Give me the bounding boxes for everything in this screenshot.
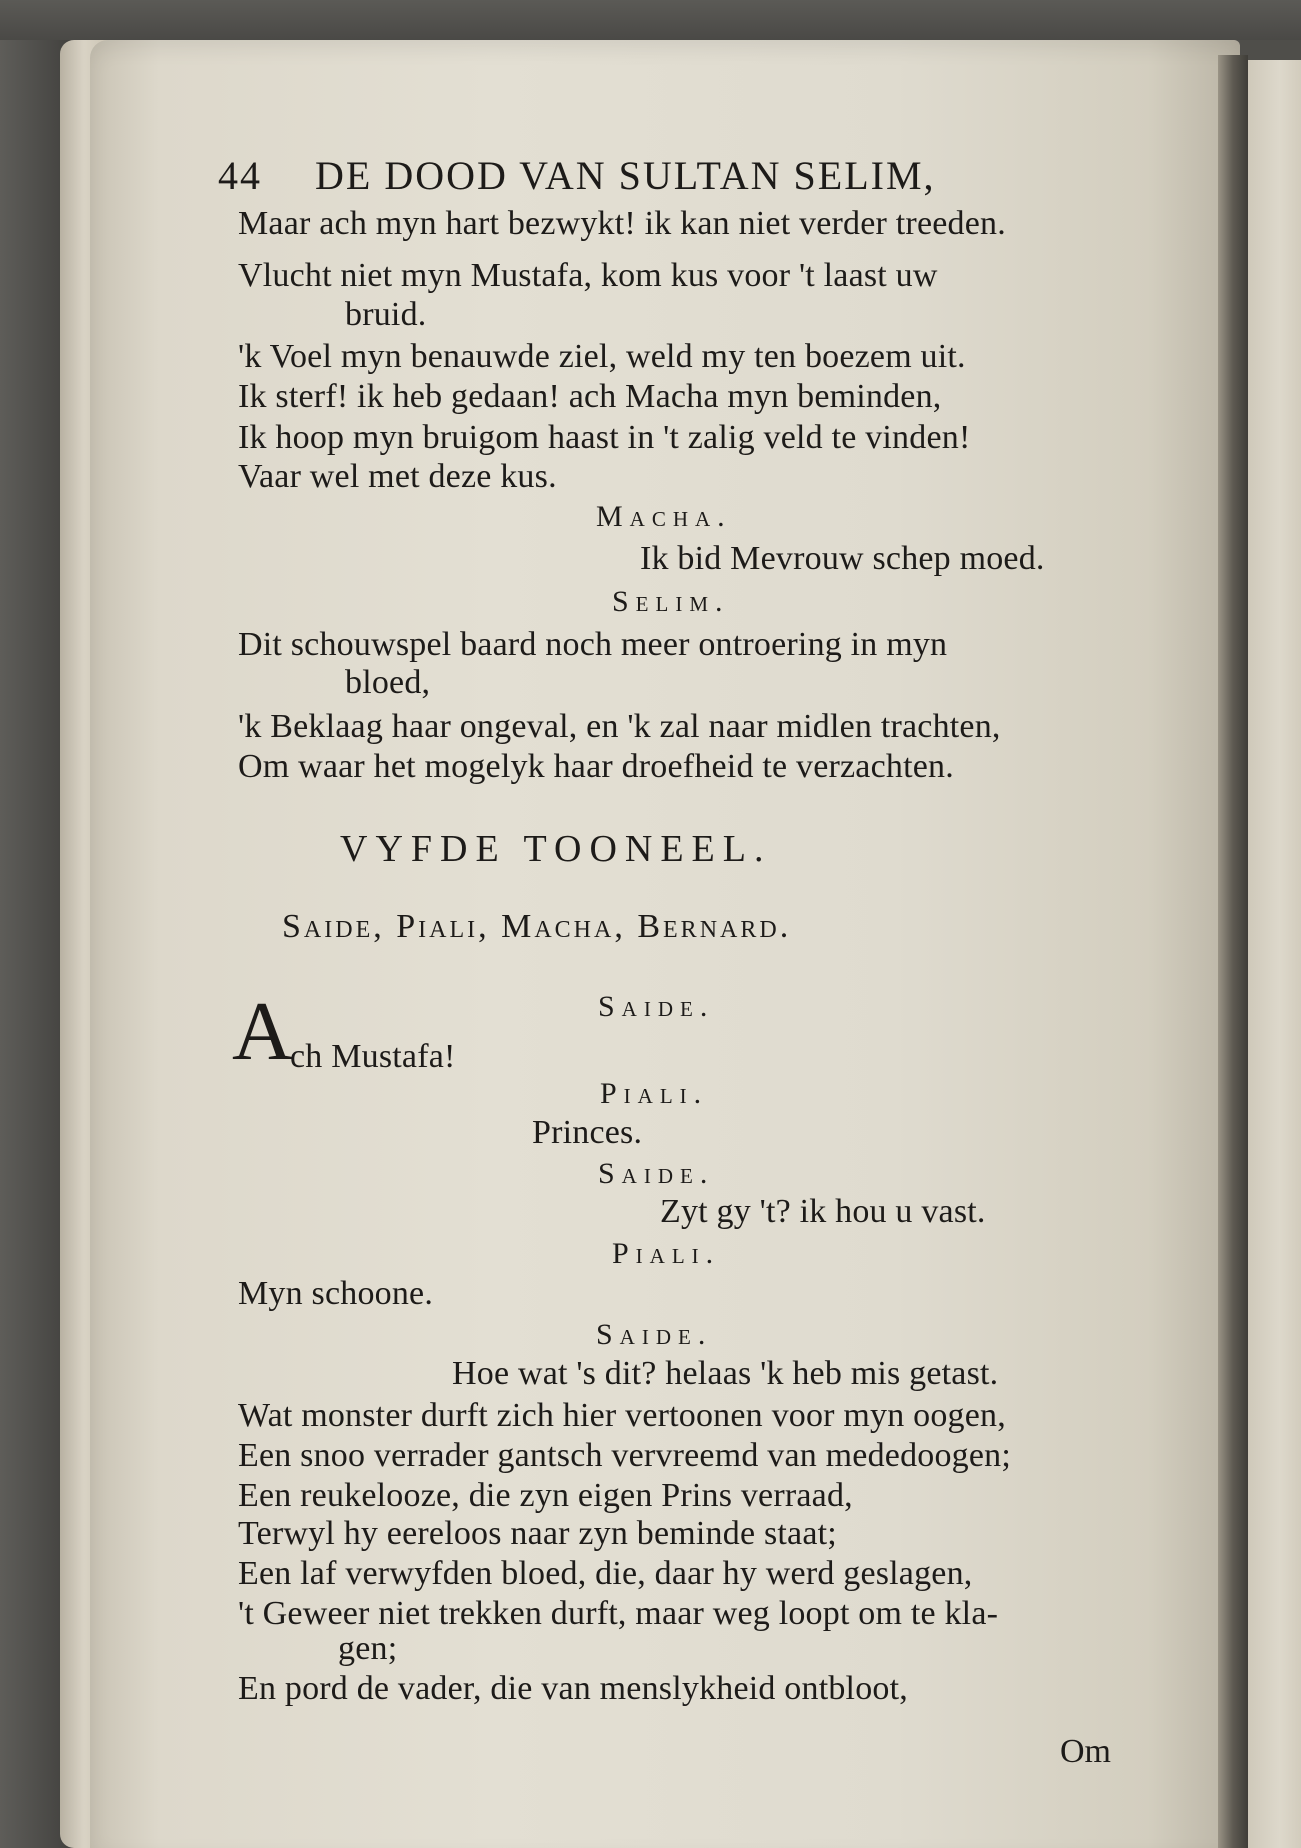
running-title: DE DOOD VAN SULTAN SELIM, bbox=[315, 153, 936, 198]
speaker-name: Piali. bbox=[612, 1237, 721, 1270]
speaker-name: Piali. bbox=[600, 1077, 709, 1110]
verse-line: Ik sterf! ik heb gedaan! ach Macha myn beminden, bbox=[238, 378, 942, 415]
speaker-name: Saide. bbox=[598, 1157, 715, 1190]
verse-line: Myn schoone. bbox=[238, 1275, 434, 1312]
verse-line: Een reukelooze, die zyn eigen Prins verraad, bbox=[238, 1477, 853, 1514]
verse-line: Ik bid Mevrouw schep moed. bbox=[640, 540, 1045, 577]
verse-line: 'k Beklaag haar ongeval, en 'k zal naar midlen trachten, bbox=[238, 708, 1001, 745]
verse-line: ch Mustafa! bbox=[290, 1038, 456, 1075]
speaker-name: Selim. bbox=[612, 585, 730, 618]
book-gutter bbox=[1218, 55, 1248, 1848]
verse-line: Princes. bbox=[532, 1114, 643, 1151]
verse-line: Wat monster durft zich hier vertoonen voor myn oogen, bbox=[238, 1397, 1006, 1434]
cast-list: Saide, Piali, Macha, Bernard. bbox=[282, 908, 792, 945]
verse-line: Een snoo verrader gantsch vervreemd van mededoogen; bbox=[238, 1437, 1012, 1474]
catchword: Om bbox=[1060, 1733, 1111, 1770]
speaker-name: Saide. bbox=[598, 990, 715, 1023]
verse-line: Vlucht niet myn Mustafa, kom kus voor 't laast uw bbox=[238, 257, 938, 294]
verse-line: 'k Voel myn benauwde ziel, weld my ten boezem uit. bbox=[238, 338, 966, 375]
verse-line: bloed, bbox=[345, 664, 431, 701]
drop-cap-initial: A bbox=[232, 985, 293, 1078]
verse-line: Maar ach myn hart bezwykt! ik kan niet verder treeden. bbox=[238, 205, 1006, 242]
scene-title: VYFDE TOONEEL. bbox=[340, 828, 772, 870]
verse-line: Een laf verwyfden bloed, die, daar hy werd geslagen, bbox=[238, 1555, 973, 1592]
page-number: 44 bbox=[218, 153, 262, 198]
verse-line: Dit schouwspel baard noch meer ontroering in myn bbox=[238, 626, 948, 663]
verse-line: bruid. bbox=[345, 296, 427, 333]
verse-line: Ik hoop myn bruigom haast in 't zalig veld te vinden! bbox=[238, 419, 971, 456]
facing-page bbox=[1248, 60, 1301, 1848]
verse-line: En pord de vader, die van menslykheid ontbloot, bbox=[238, 1670, 908, 1707]
verse-line: gen; bbox=[338, 1630, 398, 1667]
speaker-name: Macha. bbox=[596, 500, 732, 533]
verse-line: Om waar het mogelyk haar droefheid te verzachten. bbox=[238, 748, 954, 785]
verse-line: Vaar wel met deze kus. bbox=[238, 458, 557, 495]
verse-line: Terwyl hy eereloos naar zyn beminde staat; bbox=[238, 1515, 837, 1552]
verse-line: 't Geweer niet trekken durft, maar weg loopt om te kla- bbox=[238, 1595, 999, 1632]
verse-line: Hoe wat 's dit? helaas 'k heb mis getast. bbox=[452, 1355, 999, 1392]
speaker-name: Saide. bbox=[596, 1318, 713, 1351]
backdrop-top bbox=[0, 0, 1301, 40]
verse-line: Zyt gy 't? ik hou u vast. bbox=[660, 1193, 986, 1230]
